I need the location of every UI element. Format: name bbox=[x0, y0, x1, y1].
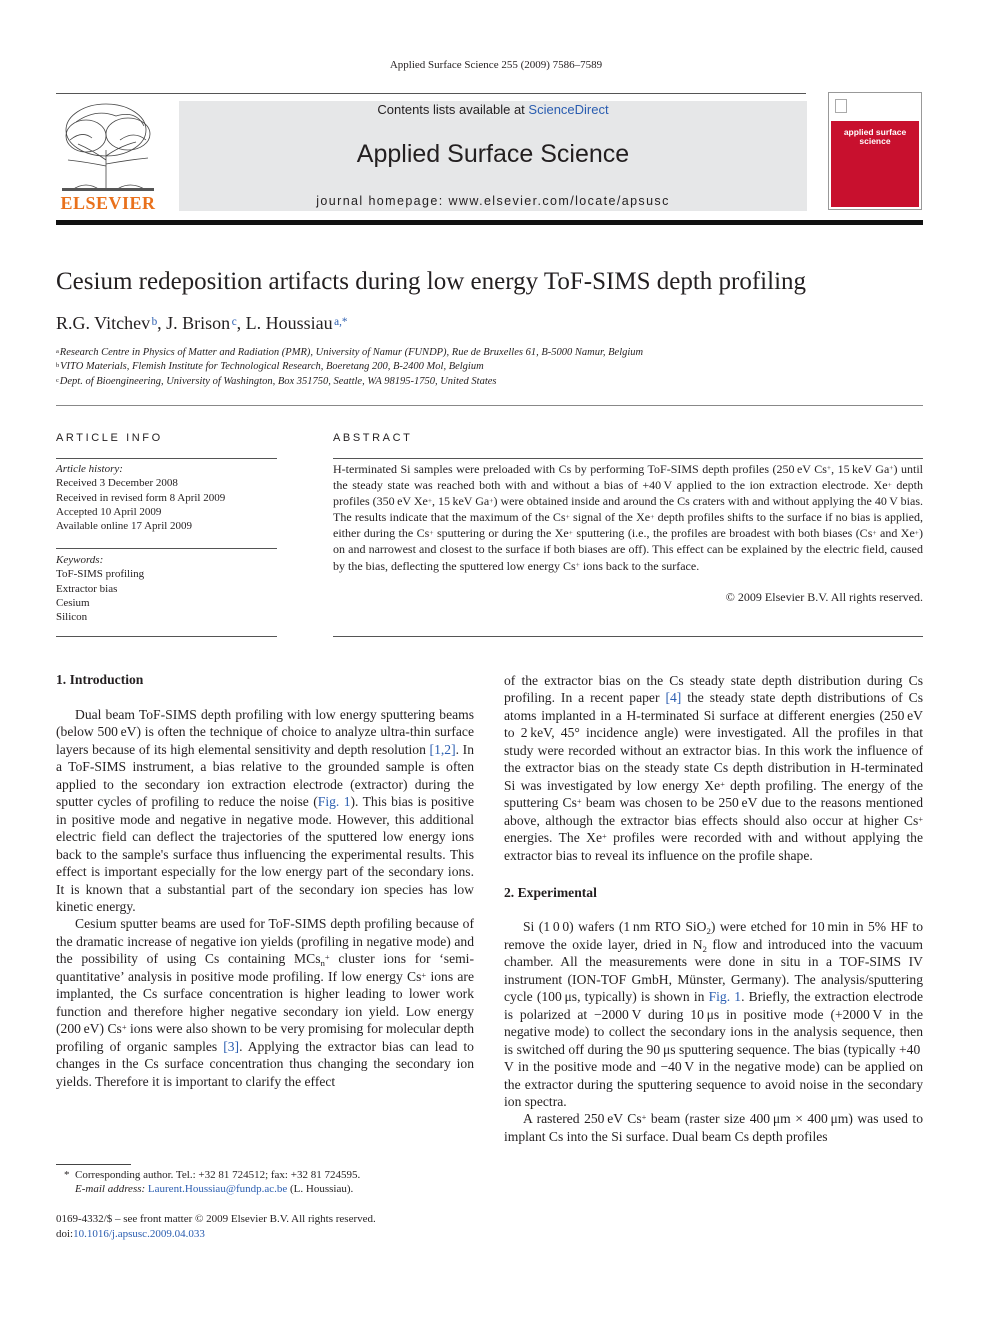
doi-line bbox=[56, 1227, 205, 1242]
corresponding-author-footnote: * Corresponding author. Tel.: +32 81 724512; fax: +32 81 724595. bbox=[64, 1169, 361, 1181]
citation-link[interactable]: [3] bbox=[223, 1038, 240, 1054]
article-info-bottom-rule bbox=[56, 636, 277, 637]
sciencedirect-link[interactable]: ScienceDirect bbox=[528, 102, 609, 117]
affiliation-mark: a bbox=[56, 347, 59, 355]
affiliation-text: Research Centre in Physics of Matter and Radiation (PMR), University of Namur (FUNDP), Rue de Bruxelles 61, B-5000 Namur, Belgium bbox=[59, 347, 644, 358]
email-footnote bbox=[75, 1182, 353, 1197]
right-column-body bbox=[504, 672, 923, 1145]
journal-reference: Applied Surface Science 255 (2009) 7586–7589 bbox=[389, 59, 603, 71]
article-history bbox=[56, 462, 225, 533]
history-item: Received 3 December 2008 bbox=[56, 477, 178, 490]
front-matter-line: 0169-4332/$ – see front matter © 2009 Elsevier B.V. All rights reserved. bbox=[56, 1213, 376, 1225]
section-heading-experimental: 2. Experimental bbox=[504, 884, 597, 900]
keywords-label: Keywords: bbox=[56, 554, 104, 566]
email-suffix: (L. Houssiau). bbox=[290, 1183, 354, 1195]
keywords-rule bbox=[56, 548, 277, 549]
author-list bbox=[56, 313, 348, 334]
author-separator: , bbox=[236, 313, 246, 333]
homepage-prefix: journal homepage: bbox=[316, 194, 449, 208]
copyright-line: © 2009 Elsevier B.V. All rights reserved. bbox=[725, 590, 923, 604]
email-label: E-mail address: bbox=[75, 1183, 146, 1195]
article-info-heading: ARTICLE INFO bbox=[56, 432, 163, 444]
email-link[interactable]: Laurent.Houssiau@fundp.ac.be bbox=[147, 1183, 288, 1195]
section-heading-introduction: 1. Introduction bbox=[56, 672, 144, 687]
journal-homepage bbox=[179, 194, 807, 208]
corresponding-author-text: Corresponding author. Tel.: +32 81 724512; fax: +32 81 724595. bbox=[75, 1169, 361, 1181]
affiliation-mark: c bbox=[56, 376, 59, 384]
abstract-rule bbox=[333, 458, 923, 459]
doi-label: doi: bbox=[56, 1228, 74, 1240]
author-separator: , bbox=[157, 313, 167, 333]
cover-logo-icon bbox=[835, 99, 847, 113]
paragraph: A rastered 250 eV Cs+ beam (raster size 400 μm × 400 μm) was used to implant Cs into the Si surface. Dual beam Cs depth profiles bbox=[504, 1111, 923, 1144]
header-thick-rule bbox=[56, 220, 923, 225]
history-item: Received in revised form 8 April 2009 bbox=[56, 491, 226, 504]
contents-prefix: Contents lists available at bbox=[377, 102, 529, 117]
affiliation-text: VITO Materials, Flemish Institute for Technological Research, Boeretang 200, B-2400 Mol, Belgium bbox=[60, 361, 484, 372]
keyword: Cesium bbox=[56, 596, 90, 609]
history-label: Article history: bbox=[56, 463, 123, 475]
article-title: Cesium redeposition artifacts during low energy ToF-SIMS depth profiling bbox=[56, 268, 807, 295]
keyword: Extractor bias bbox=[56, 582, 118, 595]
footnote-rule bbox=[56, 1164, 131, 1165]
doi-link[interactable]: 10.1016/j.apsusc.2009.04.033 bbox=[73, 1228, 205, 1240]
history-item: Available online 17 April 2009 bbox=[56, 520, 193, 533]
keywords bbox=[56, 553, 144, 624]
figure-link[interactable]: Fig. 1 bbox=[317, 794, 351, 810]
paragraph: of the extractor bias on the Cs steady state depth distribution during Cs profiling. In a recent paper [4] the steady state depth distributions of Cs atoms implanted in a H-terminated Si surface at different energies (250 eV to 2 keV, 45° incidence angle) were investigated. All the profiles in that study were recorded without an extractor bias. In this work the influence of the extractor bias on the steady state Cs depth distribution in H-terminated Si was investigated by low energy Xe+ depth profiling. The energy of the sputtering Cs+ beam was chosen to be 250 eV due to the reasons mentioned above, although the extractor bias effects should also occur at higher Cs+ energies. The Xe+ profiles were recorded with and without applying the extractor bias to reveal its influence on the profile shape. bbox=[504, 673, 923, 863]
citation-link[interactable]: [1,2] bbox=[429, 741, 456, 757]
author-name: L. Houssiau bbox=[245, 313, 333, 333]
publisher-name: ELSEVIER bbox=[60, 193, 156, 213]
history-item: Accepted 10 April 2009 bbox=[56, 505, 162, 518]
cover-title: applied surface science bbox=[843, 127, 907, 146]
citation-link[interactable]: [4] bbox=[665, 690, 682, 706]
paragraph: Dual beam ToF-SIMS depth profiling with low energy sputtering beams (below 500 eV) is often the technique of choice to analyze ultra-thin surface layers because of its high elemental sensitivity and depth resolution [1,2]. In a ToF-SIMS instrument, a bias relative to the grounded sample is often applied to the secondary ion extraction electrode (extractor) during the sputter cycles of profiling to reduce the noise (Fig. 1). This bias is positive in positive mode and negative in negative mode. However, this additional electric field can deflect the trajectories of the sputtered low energy ions back to the sample's surface thus influencing the experimental results. This effect is important especially for the low energy part of the secondary ions. It is known that a substantial part of the secondary ion species has low kinetic energy. bbox=[56, 707, 475, 914]
keyword: Silicon bbox=[56, 611, 88, 624]
contents-line bbox=[179, 102, 807, 117]
affiliation bbox=[56, 361, 484, 372]
header-top-rule bbox=[56, 93, 806, 94]
affiliation bbox=[56, 347, 643, 358]
paragraph: Si (1 0 0) wafers (1 nm RTO SiO$_2$) were etched for 10 min in 5% HF to remove the oxide layer, dried in $N_2$ flow and introduced into the vacuum chamber. All the measurements were done in situ in a TOF-SIMS IV instrument (ION-TOF GmbH, Münster, Germany). The analysis/sputtering cycle (100 μs, typically) is shown in Fig. 1. Briefly, the extraction electrode is polarized at −2000 V during 10 μs in positive mode (+2000 V in the negative mode) to collect the secondary ions in the analysis sequence, then is switched off during the 90 μs sputtering sequence. The bias (typically +40 V in the positive mode and −40 V in the negative mode) can be applied on the extractor during the sputtering sequence to avoid noise in the secondary ion spectra. bbox=[504, 919, 923, 1109]
affiliation-text: Dept. of Bioengineering, University of Washington, Box 351750, Seattle, WA 98195-1750, United States bbox=[59, 376, 497, 387]
abstract-heading: ABSTRACT bbox=[333, 432, 413, 444]
figure-link[interactable]: Fig. 1 bbox=[708, 989, 742, 1005]
tree-icon bbox=[56, 100, 160, 192]
article-info-rule bbox=[56, 458, 277, 459]
author-affil-mark[interactable]: a,* bbox=[334, 316, 348, 329]
introduction-body bbox=[56, 706, 474, 1090]
paragraph: Cesium sputter beams are used for ToF-SIMS depth profiling because of the dramatic increase of negative ion yields (profiling in negative mode) and the possibility of using Cs containing MCs$_n$+ cluster ions for ‘semi-quantitative’ analysis in positive mode profiling. If low energy Cs+ ions are implanted, the Cs surface concentration is higher leading to lower work function and therefore higher negative secondary ion yield. Low energy (200 eV) Cs+ ions were also shown to be very promising for molecular depth profiling of organic samples [3]. Applying the extractor bias can lead to changes in the Cs surface concentration thus changing the secondary ion yields. Therefore it is important to clarify the effect bbox=[56, 916, 474, 1089]
affiliation bbox=[56, 376, 497, 387]
author-name: R.G. Vitchev bbox=[56, 313, 151, 333]
keyword: ToF-SIMS profiling bbox=[56, 568, 145, 581]
author-affil-mark[interactable]: b bbox=[151, 316, 158, 329]
journal-title: Applied Surface Science bbox=[356, 140, 630, 168]
homepage-url[interactable]: www.elsevier.com/locate/apsusc bbox=[448, 194, 670, 208]
journal-cover-thumbnail bbox=[828, 92, 922, 210]
affiliation-mark: b bbox=[56, 361, 60, 369]
abstract-bottom-rule bbox=[333, 636, 923, 637]
abstract-text: H-terminated Si samples were preloaded with Cs by performing ToF-SIMS depth profiles (250 eV Cs+, 15 keV Ga+) until the steady state was reached both with and without a bias of +40 V applied to the ion extraction electrode. Xe+ depth profiles (350 eV Xe+, 15 keV Ga+) were obtained inside and around the Cs craters with and without applying the 40 V bias. The results indicate that the maximum of the Cs+ signal of the Xe+ depth profiles shifts to the surface if no bias is applied, either during the Cs+ sputtering or during the Xe+ sputtering (i.e., the profiles are broadest with both biases (Cs+ and Xe+) on and narrowest and closest to the surface if both biases are off). This effect can be explained by the electric field, caused by the bias, deflecting the sputtered low energy Cs+ ions back to the surface. bbox=[333, 462, 924, 573]
author-name: J. Brison bbox=[166, 313, 231, 333]
affiliation-rule bbox=[56, 405, 923, 406]
author-affil-mark[interactable]: c bbox=[231, 316, 237, 329]
